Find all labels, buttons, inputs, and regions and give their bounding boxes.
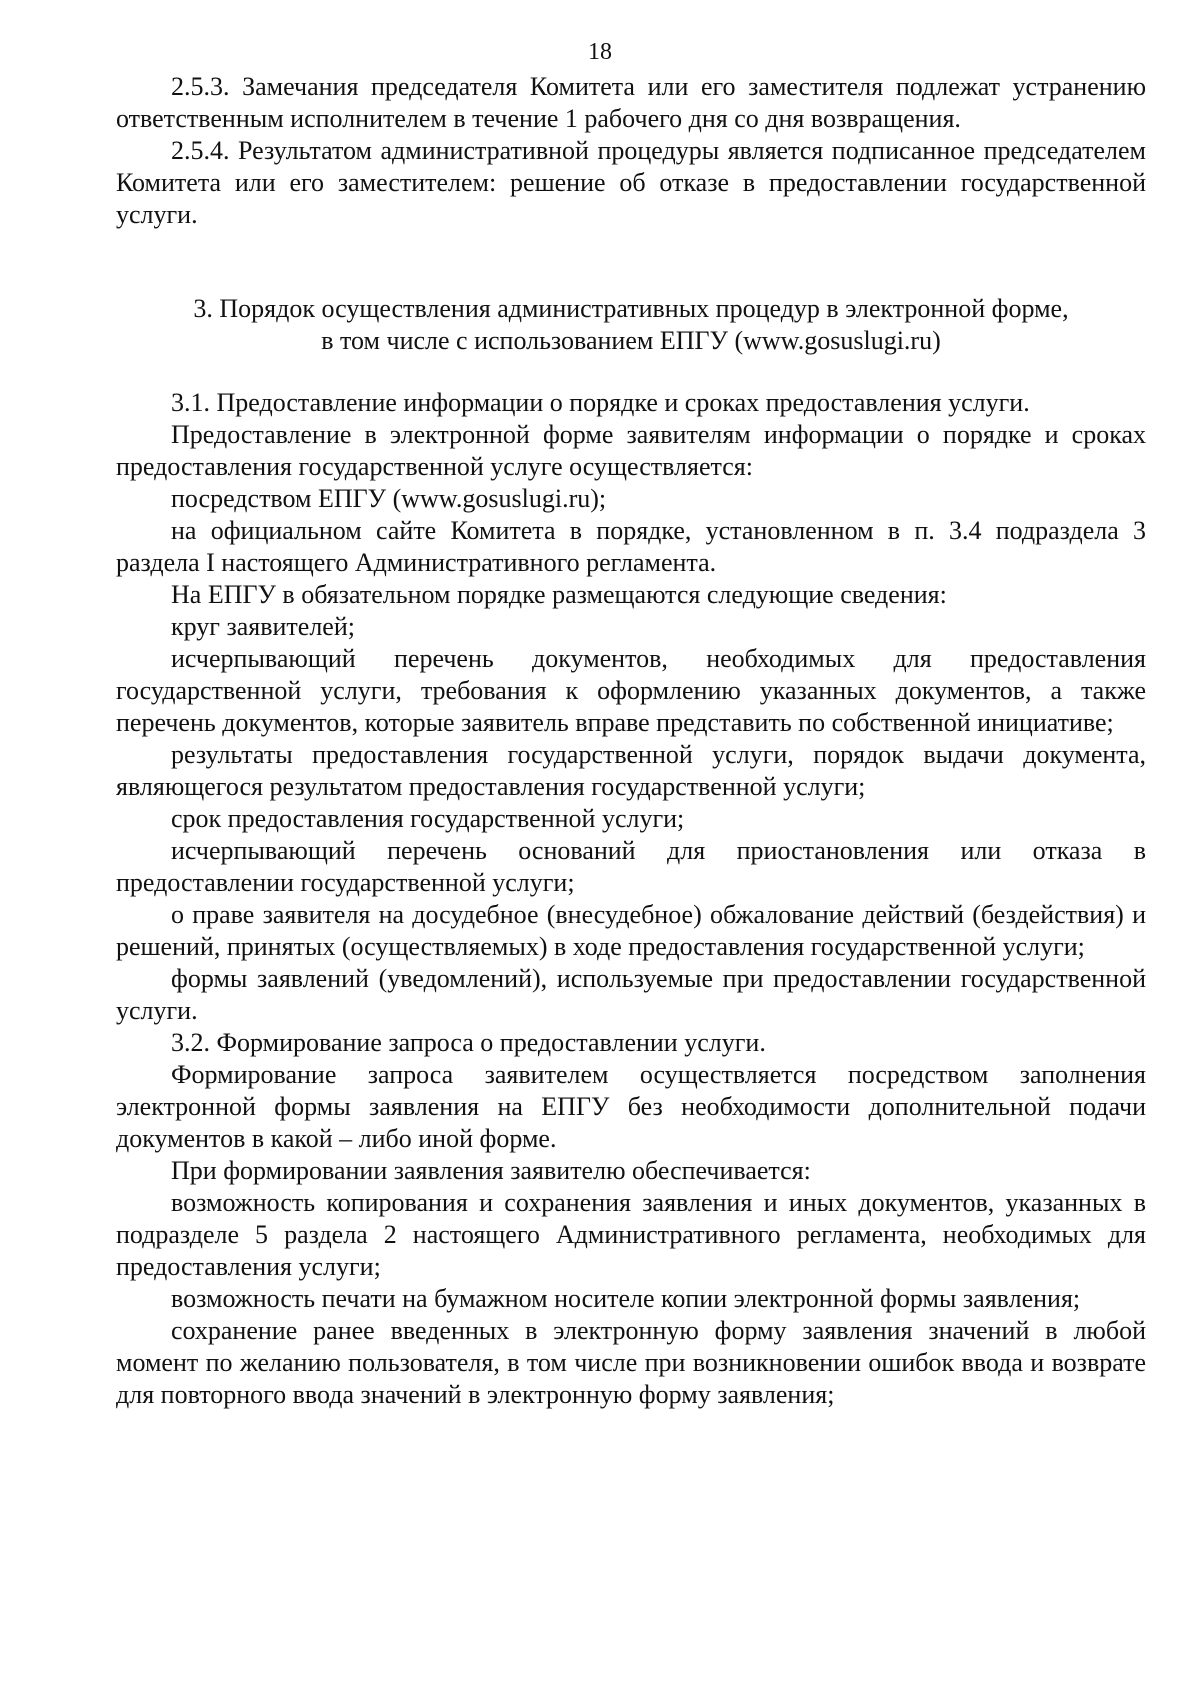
list-item: круг заявителей; bbox=[171, 612, 355, 641]
paragraph: При формировании заявления заявителю обеспечивается: bbox=[171, 1156, 811, 1185]
spacer bbox=[116, 231, 1146, 293]
list-item: формы заявлений (уведомлений), используемые при предоставлении государственной услуги. bbox=[116, 964, 1146, 1025]
spacer bbox=[116, 357, 1146, 387]
section-heading bbox=[116, 293, 1146, 357]
list-item: результаты предоставления государственной услуги, порядок выдачи документа, являющегося результатом предоставления государственной услуги; bbox=[116, 740, 1146, 801]
paragraph-3-2: 3.2. Формирование запроса о предоставлении услуги. bbox=[171, 1028, 766, 1057]
page-number: 18 bbox=[588, 39, 612, 65]
list-item: посредством ЕПГУ (www.gosuslugi.ru); bbox=[171, 484, 607, 513]
paragraph-2-5-4: 2.5.4. Результатом административной процедуры является подписанное председателем Комитета или его заместителем: решение об отказе в предоставлении государственной услуги. bbox=[116, 136, 1146, 229]
paragraph-3-1: 3.1. Предоставление информации о порядке и сроках предоставления услуги. bbox=[171, 388, 1030, 417]
list-item: возможность печати на бумажном носителе копии электронной формы заявления; bbox=[171, 1284, 1081, 1313]
paragraph-2-5-3: 2.5.3. Замечания председателя Комитета или его заместителя подлежат устранению ответственным исполнителем в течение 1 рабочего дня со дня возвращения. bbox=[116, 72, 1146, 133]
list-item: о праве заявителя на досудебное (внесудебное) обжалование действий (бездействия) и решений, принятых (осуществляемых) в ходе предоставления государственной услуги; bbox=[116, 900, 1146, 961]
list-item: возможность копирования и сохранения заявления и иных документов, указанных в подразделе 5 раздела 2 настоящего Административного регламента, необходимых для предоставления услуги; bbox=[116, 1188, 1146, 1281]
list-item: срок предоставления государственной услуги; bbox=[171, 804, 685, 833]
list-item: сохранение ранее введенных в электронную форму заявления значений в любой момент по желанию пользователя, в том числе при возникновении ошибок ввода и возврате для повторного ввода значений в электронную форму заявления; bbox=[116, 1316, 1146, 1409]
list-item: исчерпывающий перечень документов, необходимых для предоставления государственной услуги, требования к оформлению указанных документов, а также перечень документов, которые заявитель вправе представить по собственной инициативе; bbox=[116, 644, 1146, 737]
paragraph: Формирование запроса заявителем осуществляется посредством заполнения электронной формы заявления на ЕПГУ без необходимости дополнительной подачи документов в какой – либо иной форме. bbox=[116, 1060, 1146, 1153]
section-heading-line-1: 3. Порядок осуществления административных процедур в электронной форме, bbox=[193, 294, 1069, 323]
section-heading-line-2: в том числе с использованием ЕПГУ (www.gosuslugi.ru) bbox=[321, 326, 941, 355]
paragraph: Предоставление в электронной форме заявителям информации о порядке и сроках предоставления государственной услуге осуществляется: bbox=[116, 420, 1146, 481]
list-item: на официальном сайте Комитета в порядке, установленном в п. 3.4 подраздела 3 раздела I настоящего Административного регламента. bbox=[116, 516, 1146, 577]
list-item: исчерпывающий перечень оснований для приостановления или отказа в предоставлении государственной услуги; bbox=[116, 836, 1146, 897]
paragraph: На ЕПГУ в обязательном порядке размещаются следующие сведения: bbox=[171, 580, 947, 609]
page-content bbox=[116, 71, 1146, 1411]
